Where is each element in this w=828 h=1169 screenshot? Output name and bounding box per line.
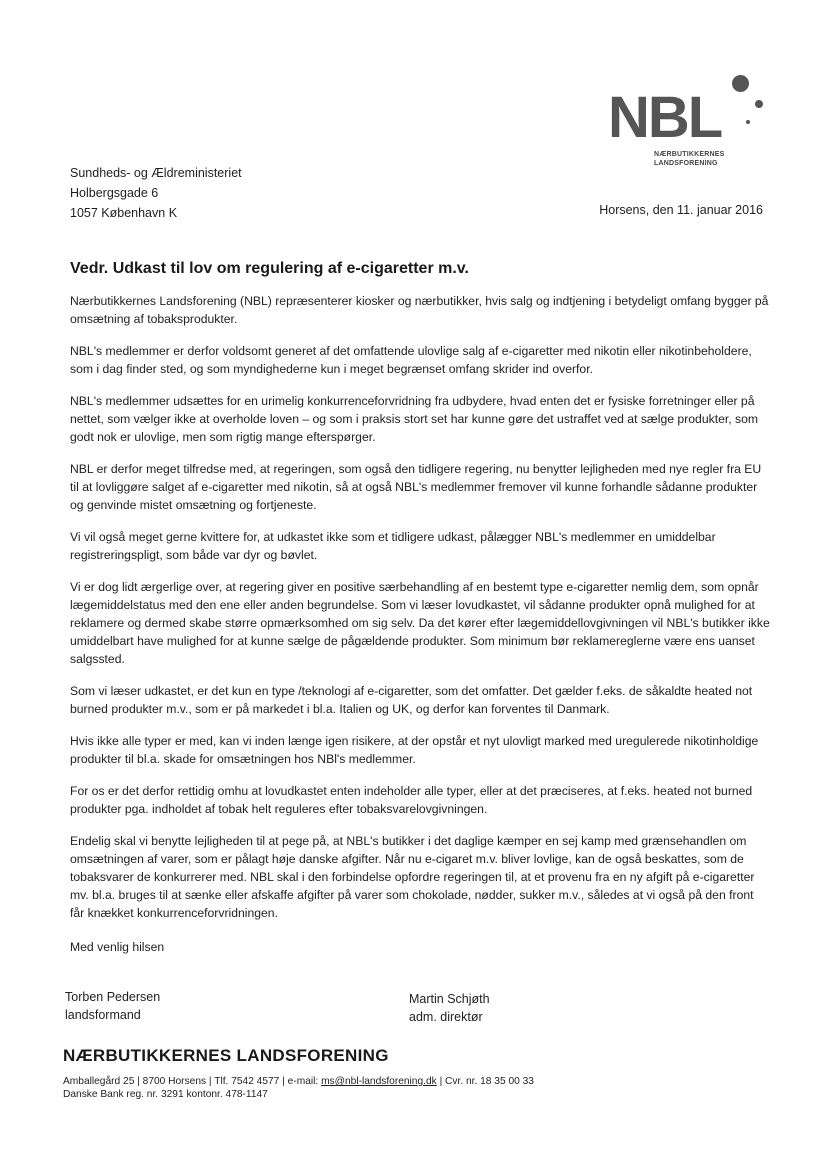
logo-subtitle-line1: NÆRBUTIKKERNES <box>654 151 725 158</box>
recipient-address <box>70 163 242 223</box>
logo-wordmark: NBL <box>608 85 722 150</box>
closing-greeting: Med venlig hilsen <box>70 940 165 954</box>
footer-email-link[interactable]: ms@nbl-landsforening.dk <box>321 1076 437 1087</box>
signatory-title: landsformand <box>65 1008 141 1022</box>
logo-dot-medium <box>755 100 763 108</box>
signatory-name: Martin Schjøth <box>409 992 490 1006</box>
nbl-logo <box>608 72 768 172</box>
footer-cvr: | Cvr. nr. 18 35 00 33 <box>436 1076 534 1087</box>
footer-contact-line <box>63 1076 534 1087</box>
logo-subtitle <box>654 150 744 168</box>
recipient-line: Sundheds- og Ældreministeriet <box>70 166 242 180</box>
logo-subtitle-line2: LANDSFORENING <box>654 160 718 167</box>
body-paragraph: Endelig skal vi benytte lejligheden til at pege på, at NBL's butikker i det daglige kæmper en sej kamp med grænsehandlen om omsætningen af varer, som er pålagt høje danske afgifter. Når nu e-cigaret m.v. bliver lovlige, kan de også beskattes, som de tobaksvarer de konkurrerer med. NBL skal i den forbindelse opfordre regeringen til, at et provenu fra en ny afgift på e-cigaretter mv. bl.a. bruges til at sænke eller afskaffe afgifter på varer som chokolade, nødder, sukker m.v., således at vi også på den front får knækket konkurrenceforvridningen. <box>70 834 755 920</box>
signatory-left <box>65 988 160 1024</box>
footer-address: Amballegård 25 | 8700 Horsens | Tlf. 7542 4577 | e-mail: <box>63 1076 322 1087</box>
footer-organization: NÆRBUTIKKERNES LANDSFORENING <box>63 1046 389 1065</box>
body-paragraph: Hvis ikke alle typer er med, kan vi inden længe igen risikere, at der opstår et nyt ulovligt marked med uregulerede nikotinholdige produkter til bl.a. skade for omsætningen hos NBl's medlemmer. <box>70 734 759 766</box>
body-paragraph: Som vi læser udkastet, er det kun en type /teknologi af e-cigaretter, som det omfatter. Det gælder f.eks. de såkaldte heated not burned produkter m.v., som er på markedet i bl.a. Italien og UK, og derfor kan forventes til Danmark. <box>70 684 753 716</box>
body-paragraph: NBL's medlemmer er derfor voldsomt generet af det omfattende ulovlige salg af e-cigaretter med nikotin eller nikotinbeholdere, som i dag finder sted, og som myndighederne kun i meget begrænset omfang skrider ind overfor. <box>70 344 752 376</box>
signatory-name: Torben Pedersen <box>65 990 161 1004</box>
letter-body <box>70 292 770 936</box>
logo-dot-large <box>732 75 749 92</box>
body-paragraph: NBL er derfor meget tilfredse med, at regeringen, som også den tidligere regering, nu benytter lejligheden med nye regler fra EU til at lovliggøre salget af e-cigaretter med nikotin, så at også NBL's medlemmer fremover vil kunne forhandle sådanne produkter og genvinde mistet omsætning og fortjeneste. <box>70 462 762 512</box>
recipient-line: Holbergsgade 6 <box>70 186 159 200</box>
body-paragraph: For os er det derfor rettidig omhu at lovudkastet enten indeholder alle typer, eller at det præciseres, at f.eks. heated not burned produkter pga. indholdet af tobak helt reguleres efter tobaksvarelovgivningen. <box>70 784 753 816</box>
signatory-title: adm. direktør <box>409 1010 483 1024</box>
body-paragraph: Vi er dog lidt ærgerlige over, at regering giver en positive særbehandling af en bestemt type e-cigaretter nemlig dem, som opnår lægemiddelstatus med den ene eller anden begrundelse. Som vi læser lovudkastet, vil sådanne produkter opnå mulighed for at reklamere og dermed skabe større opmærksomhed om sig selv. Da det kører efter lægemiddellovgivningen vil NBL's butikker ikke umiddelbart have mulighed for at kunne sælge de pågældende produkter. Som minimum bør reklamereglerne være ens uanset salgssted. <box>70 580 770 666</box>
body-paragraph: Vi vil også meget gerne kvittere for, at udkastet ikke som et tidligere udkast, pålægger NBL's medlemmer en umiddelbar registreringspligt, som både var dyr og bøvlet. <box>70 530 716 562</box>
recipient-line: 1057 København K <box>70 206 178 220</box>
signatory-right <box>409 990 490 1026</box>
body-paragraph: Nærbutikkernes Landsforening (NBL) repræsenterer kiosker og nærbutikker, hvis salg og indtjening i betydeligt omfang bygger på omsætning af tobaksprodukter. <box>70 294 769 326</box>
footer-bank-line: Danske Bank reg. nr. 3291 kontonr. 478-1147 <box>63 1089 268 1100</box>
logo-dot-small <box>746 120 750 124</box>
letter-subject: Vedr. Udkast til lov om regulering af e-cigaretter m.v. <box>70 260 469 277</box>
letter-date: Horsens, den 11. januar 2016 <box>599 203 763 217</box>
body-paragraph: NBL's medlemmer udsættes for en urimelig konkurrenceforvridning fra udbydere, hvad enten det er fysiske forretninger eller på nettet, som vælger ikke at overholde loven – og som i praksis stort set har kunne gøre det ustraffet ved at sælge produkter, som godt nok er ulovlige, men som rigtig mange efterspørger. <box>70 394 759 444</box>
